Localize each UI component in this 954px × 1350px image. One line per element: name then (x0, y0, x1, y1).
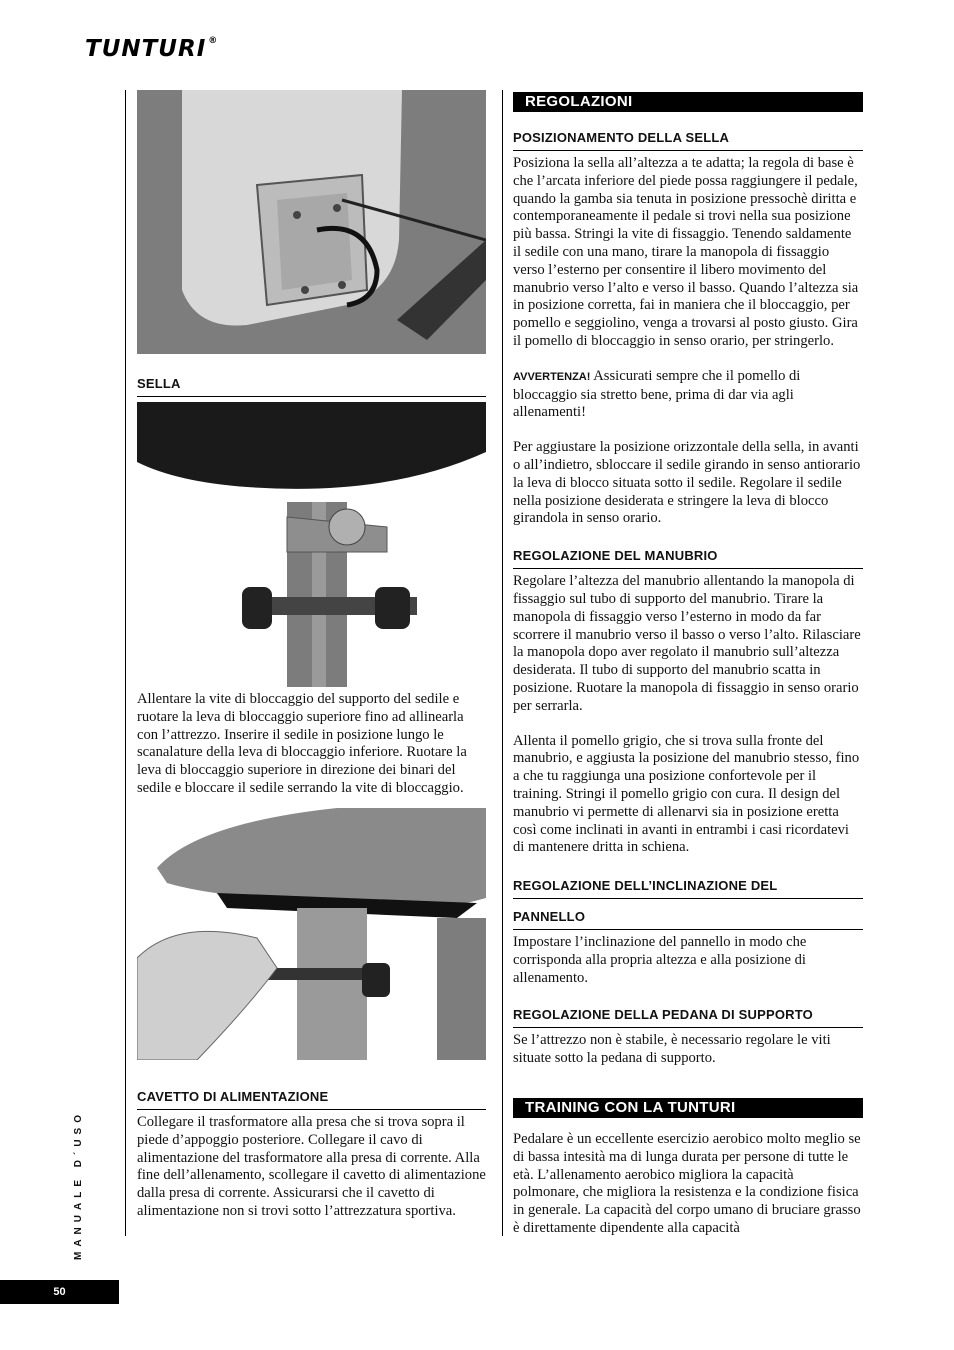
manubrio-heading: REGOLAZIONE DEL MANUBRIO (513, 548, 863, 569)
logo-text: TUNTURI (85, 36, 207, 62)
panel-mount-photo (137, 90, 486, 354)
saddle-knob-photo (137, 808, 486, 1060)
inclinazione-text: Impostare l’inclinazione del pannello in modo che corrisponda alla propria altezza e alla posizione di allenamento. (513, 934, 807, 986)
page-number: 50 (0, 1280, 119, 1304)
inclinazione-heading-line-1: REGOLAZIONE DELL’INCLINAZIONE DEL (513, 878, 863, 899)
left-column-rule (125, 90, 126, 1236)
sella-heading: SELLA (137, 376, 486, 397)
cavetto-text: Collegare il trasformatore alla presa che si trova sopra il piede d’appoggio posteriore. Collegare il cavo di alimentazione del trasformatore alla presa di corrente. Alla fine dell’allenamento, scollegare il cavetto di alimentazione dalla presa di corrente. Assicurarsi che il cavetto di alimentazione non si trovi sotto l’attrezzatura sportiva. (137, 1114, 486, 1219)
registered-mark: ® (208, 36, 219, 46)
side-label (73, 1110, 97, 1270)
training-text: Pedalare è un eccellente esercizio aerobico molto meglio se di bassa intesità ma di lunga durata per persone di tutte le età. L’allenamento aerobico migliora la capacità polmonare, che migliora la resistenza e la condizione fisica in generale. La capacità del corpo umano di bruciare grasso è direttamente dipendente alla capacità (513, 1131, 861, 1236)
posizione-orizzontale-text: Per aggiustare la posizione orizzontale della sella, in avanti o all’indietro, sbloccare il sedile girando in senso antiorario la leva di blocco situata sotto il sedile. Regolare il sedile nella posizione desiderata e stringere la leva di blocco girandola in senso orario. (513, 439, 861, 527)
avvertenza-label: AVVERTENZA! (513, 370, 591, 383)
right-column (513, 92, 863, 1068)
training-title-bar: TRAINING CON LA TUNTURI (513, 1098, 863, 1118)
cavetto-heading: CAVETTO DI ALIMENTAZIONE (137, 1089, 486, 1110)
sella-text: Allentare la vite di bloccaggio del supporto del sedile e ruotare la leva di bloccaggio superiore fino ad allinearla con l’attrezzo. Inserire il sedile in posizione lungo le scanalature della leva di bloccaggio inferiore. Ruotare la leva di bloccaggio superiore in direzione dei binari del sedile e bloccare il sedile serrando la vite di bloccaggio. (137, 691, 467, 796)
center-column-rule (502, 90, 503, 1236)
inclinazione-heading-line-2: PANNELLO (513, 909, 863, 930)
pedana-text: Se l’attrezzo non è stabile, è necessario regolare le viti situate sotto la pedana di supporto. (513, 1032, 831, 1067)
regolazioni-title-bar: REGOLAZIONI (513, 92, 863, 112)
posizionamento-sella-heading: POSIZIONAMENTO DELLA SELLA (513, 130, 863, 151)
seat-post-photo (137, 402, 486, 687)
manuale-label: MANUALE D´USO (73, 1110, 84, 1260)
manubrio-text-2: Allenta il pomello grigio, che si trova sulla fronte del manubrio, e aggiusta la posizione del manubrio stesso, fino a che tu raggiunga una posizione confortevole per il training. Stringi il pomello grigio con cura. Il design del manubrio vi permette di allenarvi sia in posizione eretta così come inclinati in avanti in entrambi i casi ricordatevi di mantenere dritta in schiena. (513, 732, 860, 856)
pedana-heading: REGOLAZIONE DELLA PEDANA DI SUPPORTO (513, 1007, 863, 1028)
posizionamento-sella-text: Posiziona la sella all’altezza a te adatta; la regola di base è che l’arcata inferiore del piede possa raggiungere il pedale, quando la gamba sia tenuta in posizione pressochè diritta e contemporaneamente il pedale si trovi nella sua posizione più bassa. Stringi la vite di fissaggio. Tenendo saldamente il sedile con una mano, tirare la manopola di fissaggio verso l’esterno per consentire il libero movimento del manubrio verso l’alto e verso il basso. Quando l’altezza sia in posizione corretta, fai in maniera che il bloccaggio, per pomello e seggiolino, venga a trovarsi al posto giusto. Gira il pomello di bloccaggio in senso orario, per stringerlo. (513, 155, 859, 349)
avvertenza-paragraph (513, 368, 863, 422)
tunturi-logo (85, 36, 218, 62)
avvertenza-text: Assicurati sempre che il pomello di bloccaggio sia stretto bene, prima di dar via agli allenamenti! (513, 367, 801, 421)
manubrio-text-1: Regolare l’altezza del manubrio allentando la manopola di fissaggio sul tubo di supporto del manubrio. Tirare la manopola di fissaggio verso l’esterno in modo da far scorrere il manubrio verso il basso o verso l’alto. Rilasciare la manopola dopo aver regolato il manubrio sull’altezza desiderata. Il tubo di supporto del manubrio scatta in posizione. Ruotare la manopola di fissaggio in senso orario per serrarla. (513, 573, 861, 714)
